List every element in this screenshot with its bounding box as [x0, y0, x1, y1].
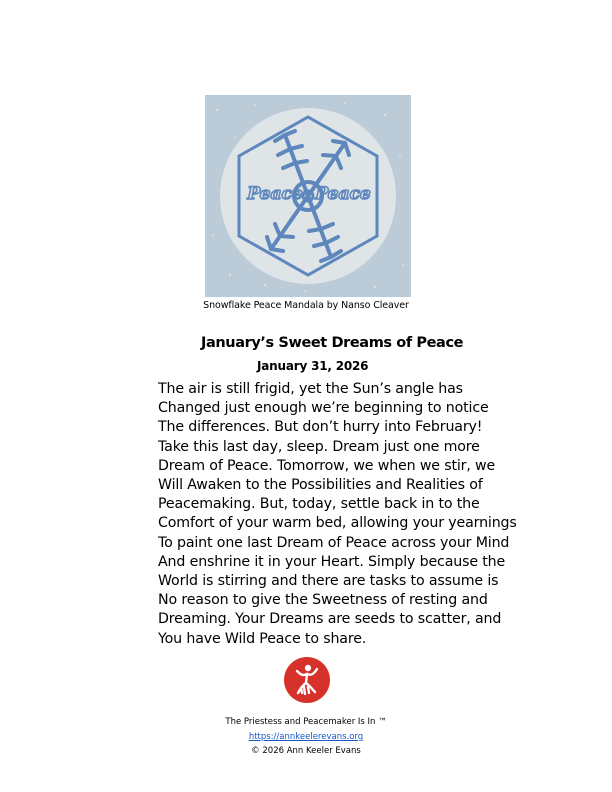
poem-line: Take this last day, sleep. Dream just one more [158, 438, 480, 455]
snowflake-mandala-artwork [205, 95, 411, 297]
poem-line: Changed just enough we’re beginning to notice [158, 400, 489, 417]
website-link[interactable]: https://annkeelerevans.org [248, 732, 364, 742]
poem-line: Dreaming. Your Dreams are seeds to scatter, and [158, 611, 502, 628]
poem-line: World is stirring and there are tasks to assume is [158, 573, 499, 590]
footer-link-row [0, 732, 612, 742]
poem-line: The air is still frigid, yet the Sun’s angle has [158, 381, 463, 397]
poem-line: Will Awaken to the Possibilities and Realities of [158, 477, 483, 494]
snowflake-word-left: Peace [247, 184, 303, 204]
poem-line: And enshrine it in your Heart. Simply because the [158, 553, 506, 570]
dancing-figure-logo-icon [283, 656, 331, 704]
poem-line: To paint one last Dream of Peace across your Mind [158, 534, 510, 551]
footer-tagline: The Priestess and Peacemaker Is In ™ [225, 717, 387, 727]
poem-line: Dream of Peace. Tomorrow, we when we stir, we [158, 457, 496, 474]
snowflake-mandala-image [205, 95, 411, 297]
poem-line: You have Wild Peace to share. [158, 630, 367, 647]
footer-copyright: © 2026 Ann Keeler Evans [251, 746, 361, 756]
poem-line: No reason to give the Sweetness of resting and [158, 592, 488, 609]
page-title: January’s Sweet Dreams of Peace [201, 335, 464, 351]
post-date: January 31, 2026 [257, 359, 369, 373]
poem-line: The differences. But don’t hurry into February! [158, 419, 483, 436]
poem-body [158, 380, 538, 649]
poem-line: Peacemaking. But, today, settle back in to the [158, 496, 480, 513]
image-caption: Snowflake Peace Mandala by Nanso Cleaver [203, 300, 409, 311]
snowflake-word-right: Peace [315, 184, 371, 204]
poem-line: Comfort of your warm bed, allowing your yearnings [158, 515, 517, 532]
